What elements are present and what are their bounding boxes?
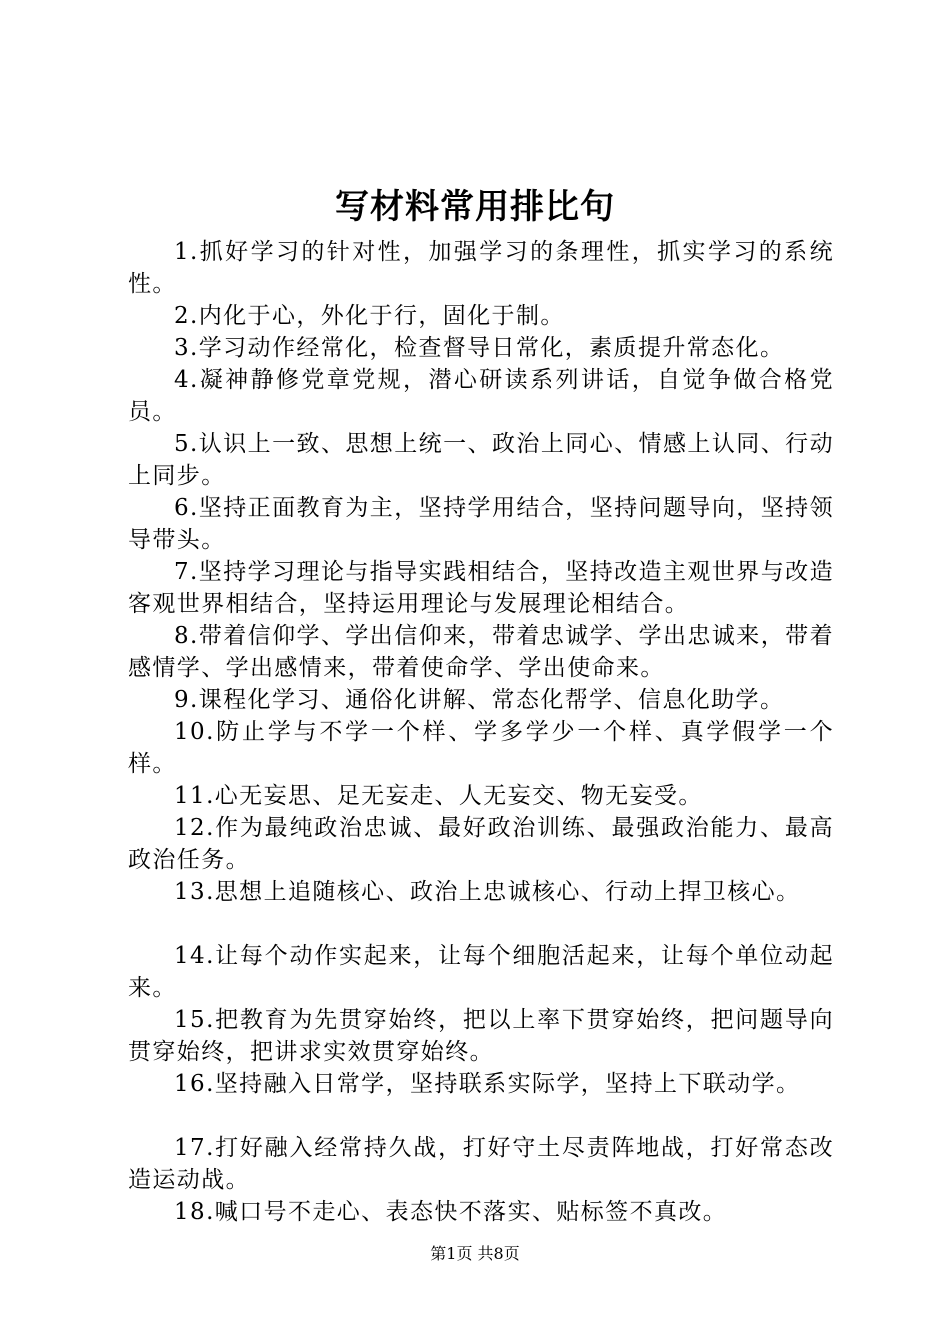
paragraph-16: 16.坚持融入日常学，坚持联系实际学，坚持上下联动学。 xyxy=(174,1071,801,1097)
paragraph-18: 18.喊口号不走心、表态快不落实、贴标签不真改。 xyxy=(174,1199,728,1225)
paragraph-7: 7.坚持学习理论与指导实践相结合，坚持改造主观世界与改造客观世界相结合，坚持运用理论与发展理论相结合。 xyxy=(128,559,834,617)
paragraph-5: 5.认识上一致、思想上统一、政治上同心、情感上认同、行动上同步。 xyxy=(128,431,834,489)
paragraph-11: 11.心无妄思、足无妄走、人无妄交、物无妄受。 xyxy=(174,783,703,809)
paragraph-6: 6.坚持正面教育为主，坚持学用结合，坚持问题导向，坚持领导带头。 xyxy=(128,495,834,553)
document-body xyxy=(128,236,834,1228)
paragraph-8: 8.带着信仰学、学出信仰来，带着忠诚学、学出忠诚来，带着感情学、学出感情来，带着使命学、学出使命来。 xyxy=(128,623,834,681)
paragraph-13: 13.思想上追随核心、政治上忠诚核心、行动上捍卫核心。 xyxy=(174,879,801,905)
page-footer: 第1页 共8页 xyxy=(430,1244,520,1263)
paragraph-2: 2.内化于心，外化于行，固化于制。 xyxy=(174,303,565,329)
paragraph-10: 10.防止学与不学一个样、学多学少一个样、真学假学一个样。 xyxy=(128,719,834,777)
paragraph-12: 12.作为最纯政治忠诚、最好政治训练、最强政治能力、最高政治任务。 xyxy=(128,815,834,873)
paragraph-1: 1.抓好学习的针对性，加强学习的条理性，抓实学习的系统性。 xyxy=(128,239,834,297)
paragraph-14: 14.让每个动作实起来，让每个细胞活起来，让每个单位动起来。 xyxy=(128,943,834,1001)
paragraph-17: 17.打好融入经常持久战，打好守土尽责阵地战，打好常态改造运动战。 xyxy=(128,1135,834,1193)
paragraph-15: 15.把教育为先贯穿始终，把以上率下贯穿始终，把问题导向贯穿始终，把讲求实效贯穿始终。 xyxy=(128,1007,834,1065)
paragraph-9: 9.课程化学习、通俗化讲解、常态化帮学、信息化助学。 xyxy=(174,687,785,713)
document-title: 写材料常用排比句 xyxy=(335,187,615,227)
paragraph-4: 4.凝神静修党章党规，潜心研读系列讲话，自觉争做合格党员。 xyxy=(128,367,834,425)
paragraph-3: 3.学习动作经常化，检查督导日常化，素质提升常态化。 xyxy=(174,335,785,361)
